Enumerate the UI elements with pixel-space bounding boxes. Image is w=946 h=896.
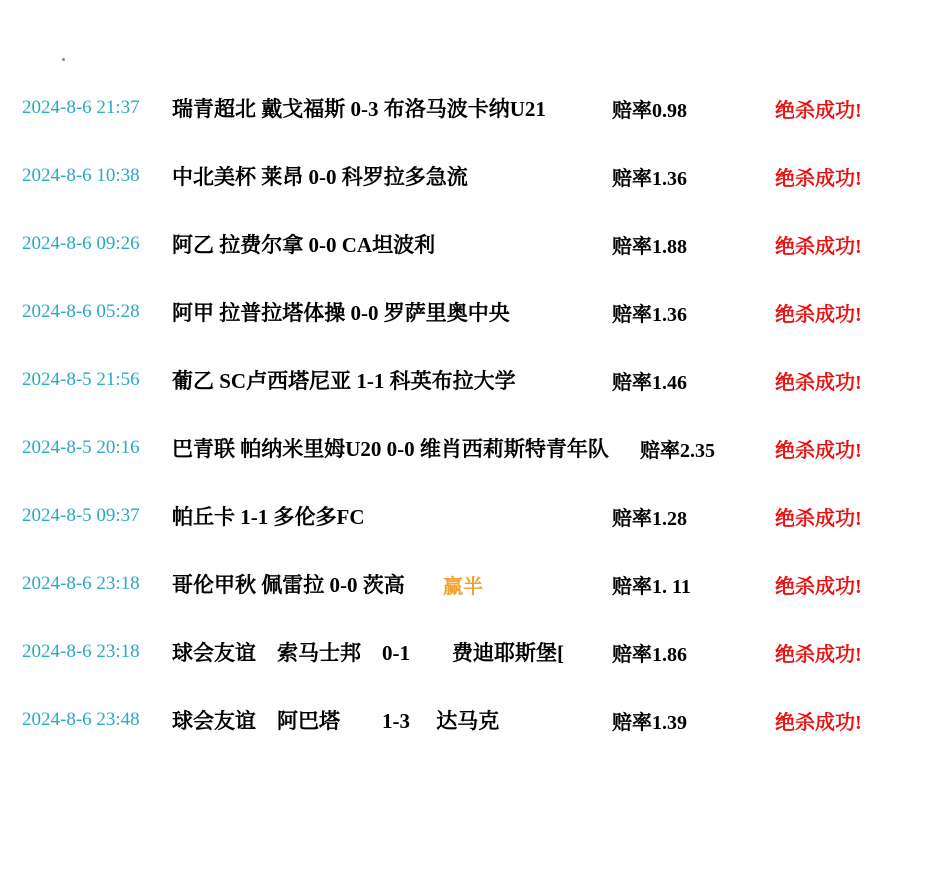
list-item[interactable] bbox=[0, 482, 946, 550]
status-badge: 绝杀成功! bbox=[775, 507, 862, 530]
half-win-tag: 赢半 bbox=[443, 575, 483, 598]
list-item[interactable] bbox=[0, 686, 946, 754]
list-item[interactable] bbox=[0, 142, 946, 210]
match-datetime: 2024-8-6 23:18 bbox=[22, 573, 140, 594]
match-datetime: 2024-8-5 20:16 bbox=[22, 437, 140, 458]
match-description: 阿甲 拉普拉塔体操 0-0 罗萨里奥中央 bbox=[172, 301, 510, 325]
status-badge: 绝杀成功! bbox=[775, 99, 862, 122]
match-odds: 赔率1.86 bbox=[612, 643, 687, 666]
match-odds: 赔率0.98 bbox=[612, 99, 687, 122]
match-datetime: 2024-8-6 09:26 bbox=[22, 233, 140, 254]
match-odds: 赔率1.39 bbox=[612, 711, 687, 734]
match-datetime: 2024-8-6 10:38 bbox=[22, 165, 140, 186]
match-datetime: 2024-8-6 23:48 bbox=[22, 709, 140, 730]
status-badge: 绝杀成功! bbox=[775, 575, 862, 598]
match-description: 巴青联 帕纳米里姆U20 0-0 维肖西莉斯特青年队 bbox=[172, 437, 609, 461]
match-description: 球会友谊 索马士邦 0-1 费迪耶斯堡[ bbox=[172, 641, 564, 665]
match-datetime: 2024-8-5 09:37 bbox=[22, 505, 140, 526]
match-description: 葡乙 SC卢西塔尼亚 1-1 科英布拉大学 bbox=[172, 369, 516, 393]
match-odds: 赔率1.88 bbox=[612, 235, 687, 258]
match-description: 帕丘卡 1-1 多伦多FC bbox=[172, 505, 365, 529]
match-datetime: 2024-8-6 23:18 bbox=[22, 641, 140, 662]
stray-dot-mark bbox=[62, 58, 65, 61]
match-results-list bbox=[0, 74, 946, 754]
match-odds: 赔率1.36 bbox=[612, 167, 687, 190]
match-description: 瑞青超北 戴戈福斯 0-3 布洛马波卡纳U21 bbox=[172, 97, 546, 121]
status-badge: 绝杀成功! bbox=[775, 235, 862, 258]
match-odds: 赔率2.35 bbox=[640, 439, 715, 462]
list-item[interactable] bbox=[0, 346, 946, 414]
list-item[interactable] bbox=[0, 74, 946, 142]
match-description: 阿乙 拉费尔拿 0-0 CA坦波利 bbox=[172, 233, 436, 257]
list-item[interactable] bbox=[0, 618, 946, 686]
match-description: 球会友谊 阿巴塔 1-3 达马克 bbox=[172, 709, 500, 733]
match-datetime: 2024-8-6 21:37 bbox=[22, 97, 140, 118]
list-item[interactable] bbox=[0, 210, 946, 278]
match-datetime: 2024-8-5 21:56 bbox=[22, 369, 140, 390]
match-datetime: 2024-8-6 05:28 bbox=[22, 301, 140, 322]
match-odds: 赔率1.28 bbox=[612, 507, 687, 530]
status-badge: 绝杀成功! bbox=[775, 643, 862, 666]
list-item[interactable] bbox=[0, 550, 946, 618]
list-item[interactable] bbox=[0, 414, 946, 482]
list-item[interactable] bbox=[0, 278, 946, 346]
match-description: 中北美杯 莱昂 0-0 科罗拉多急流 bbox=[172, 165, 468, 189]
match-odds: 赔率1.46 bbox=[612, 371, 687, 394]
match-odds: 赔率1. 11 bbox=[612, 575, 691, 598]
status-badge: 绝杀成功! bbox=[775, 711, 862, 734]
match-odds: 赔率1.36 bbox=[612, 303, 687, 326]
status-badge: 绝杀成功! bbox=[775, 303, 862, 326]
status-badge: 绝杀成功! bbox=[775, 167, 862, 190]
status-badge: 绝杀成功! bbox=[775, 371, 862, 394]
match-description: 哥伦甲秋 佩雷拉 0-0 茨高 bbox=[172, 573, 405, 597]
status-badge: 绝杀成功! bbox=[775, 439, 862, 462]
